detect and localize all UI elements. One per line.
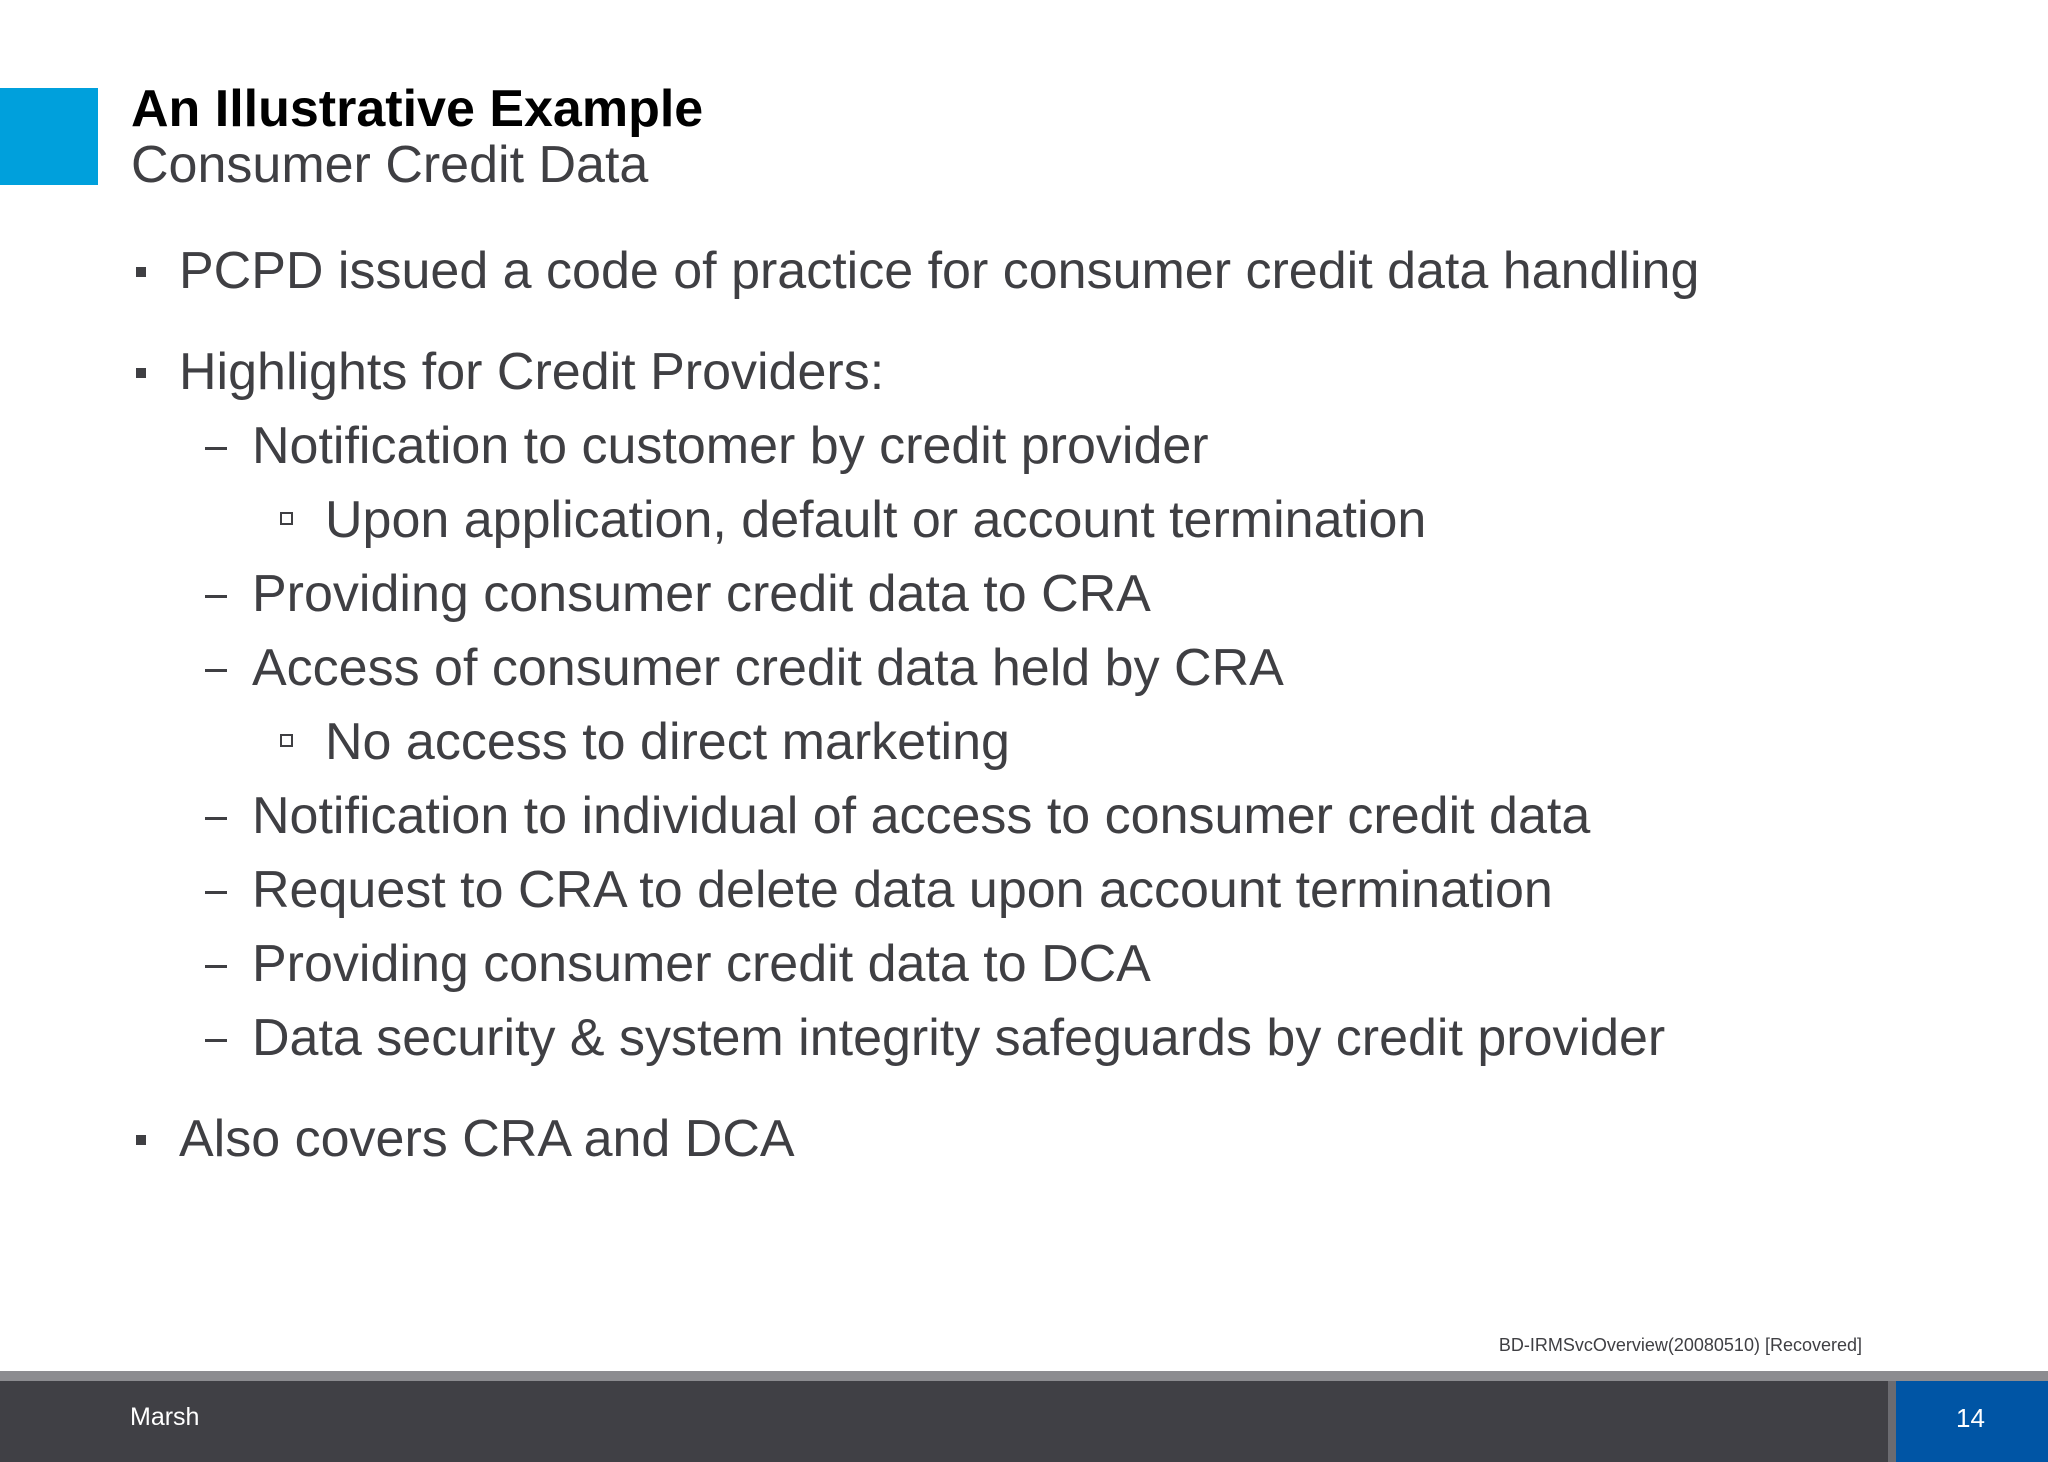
- document-reference: BD-IRMSvcOverview(20080510) [Recovered]: [1498, 1335, 1862, 1355]
- bullet-text: Request to CRA to delete data upon account termination: [252, 861, 1553, 919]
- page-number: 14: [1956, 1403, 1985, 1433]
- bullet-text: PCPD issued a code of practice for consumer credit data handling: [179, 242, 1700, 300]
- dash-bullet-icon: [205, 891, 227, 894]
- slide-subtitle: Consumer Credit Data: [131, 136, 649, 194]
- bullet-text: Data security & system integrity safeguards by credit provider: [252, 1009, 1666, 1067]
- dash-bullet-icon: [205, 817, 227, 820]
- bullet-text: Notification to individual of access to consumer credit data: [252, 787, 1591, 845]
- dash-bullet-icon: [205, 447, 227, 450]
- hollow-square-bullet-icon: [280, 512, 293, 525]
- square-bullet-icon: [136, 267, 146, 277]
- page-number-box: [1888, 1381, 2048, 1462]
- footer-brand: Marsh: [130, 1403, 200, 1431]
- bullet-text: Highlights for Credit Providers:: [179, 343, 885, 401]
- bullet-text: Upon application, default or account termination: [325, 491, 1427, 549]
- footer-bar: [0, 1381, 2048, 1462]
- dash-bullet-icon: [205, 1039, 227, 1042]
- square-bullet-icon: [136, 1135, 146, 1145]
- dash-bullet-icon: [205, 669, 227, 672]
- bullet-text: Also covers CRA and DCA: [179, 1110, 795, 1168]
- bullet-text: No access to direct marketing: [325, 713, 1010, 771]
- footer-divider: [0, 1371, 2048, 1381]
- title-accent-square: [0, 88, 98, 185]
- bullet-text: Access of consumer credit data held by CRA: [252, 639, 1284, 697]
- dash-bullet-icon: [205, 595, 227, 598]
- hollow-square-bullet-icon: [280, 734, 293, 747]
- slide-title: An Illustrative Example: [131, 80, 704, 138]
- bullet-text: Providing consumer credit data to CRA: [252, 565, 1151, 623]
- square-bullet-icon: [136, 368, 146, 378]
- bullet-text: Providing consumer credit data to DCA: [252, 935, 1151, 993]
- dash-bullet-icon: [205, 965, 227, 968]
- bullet-text: Notification to customer by credit provider: [252, 417, 1209, 475]
